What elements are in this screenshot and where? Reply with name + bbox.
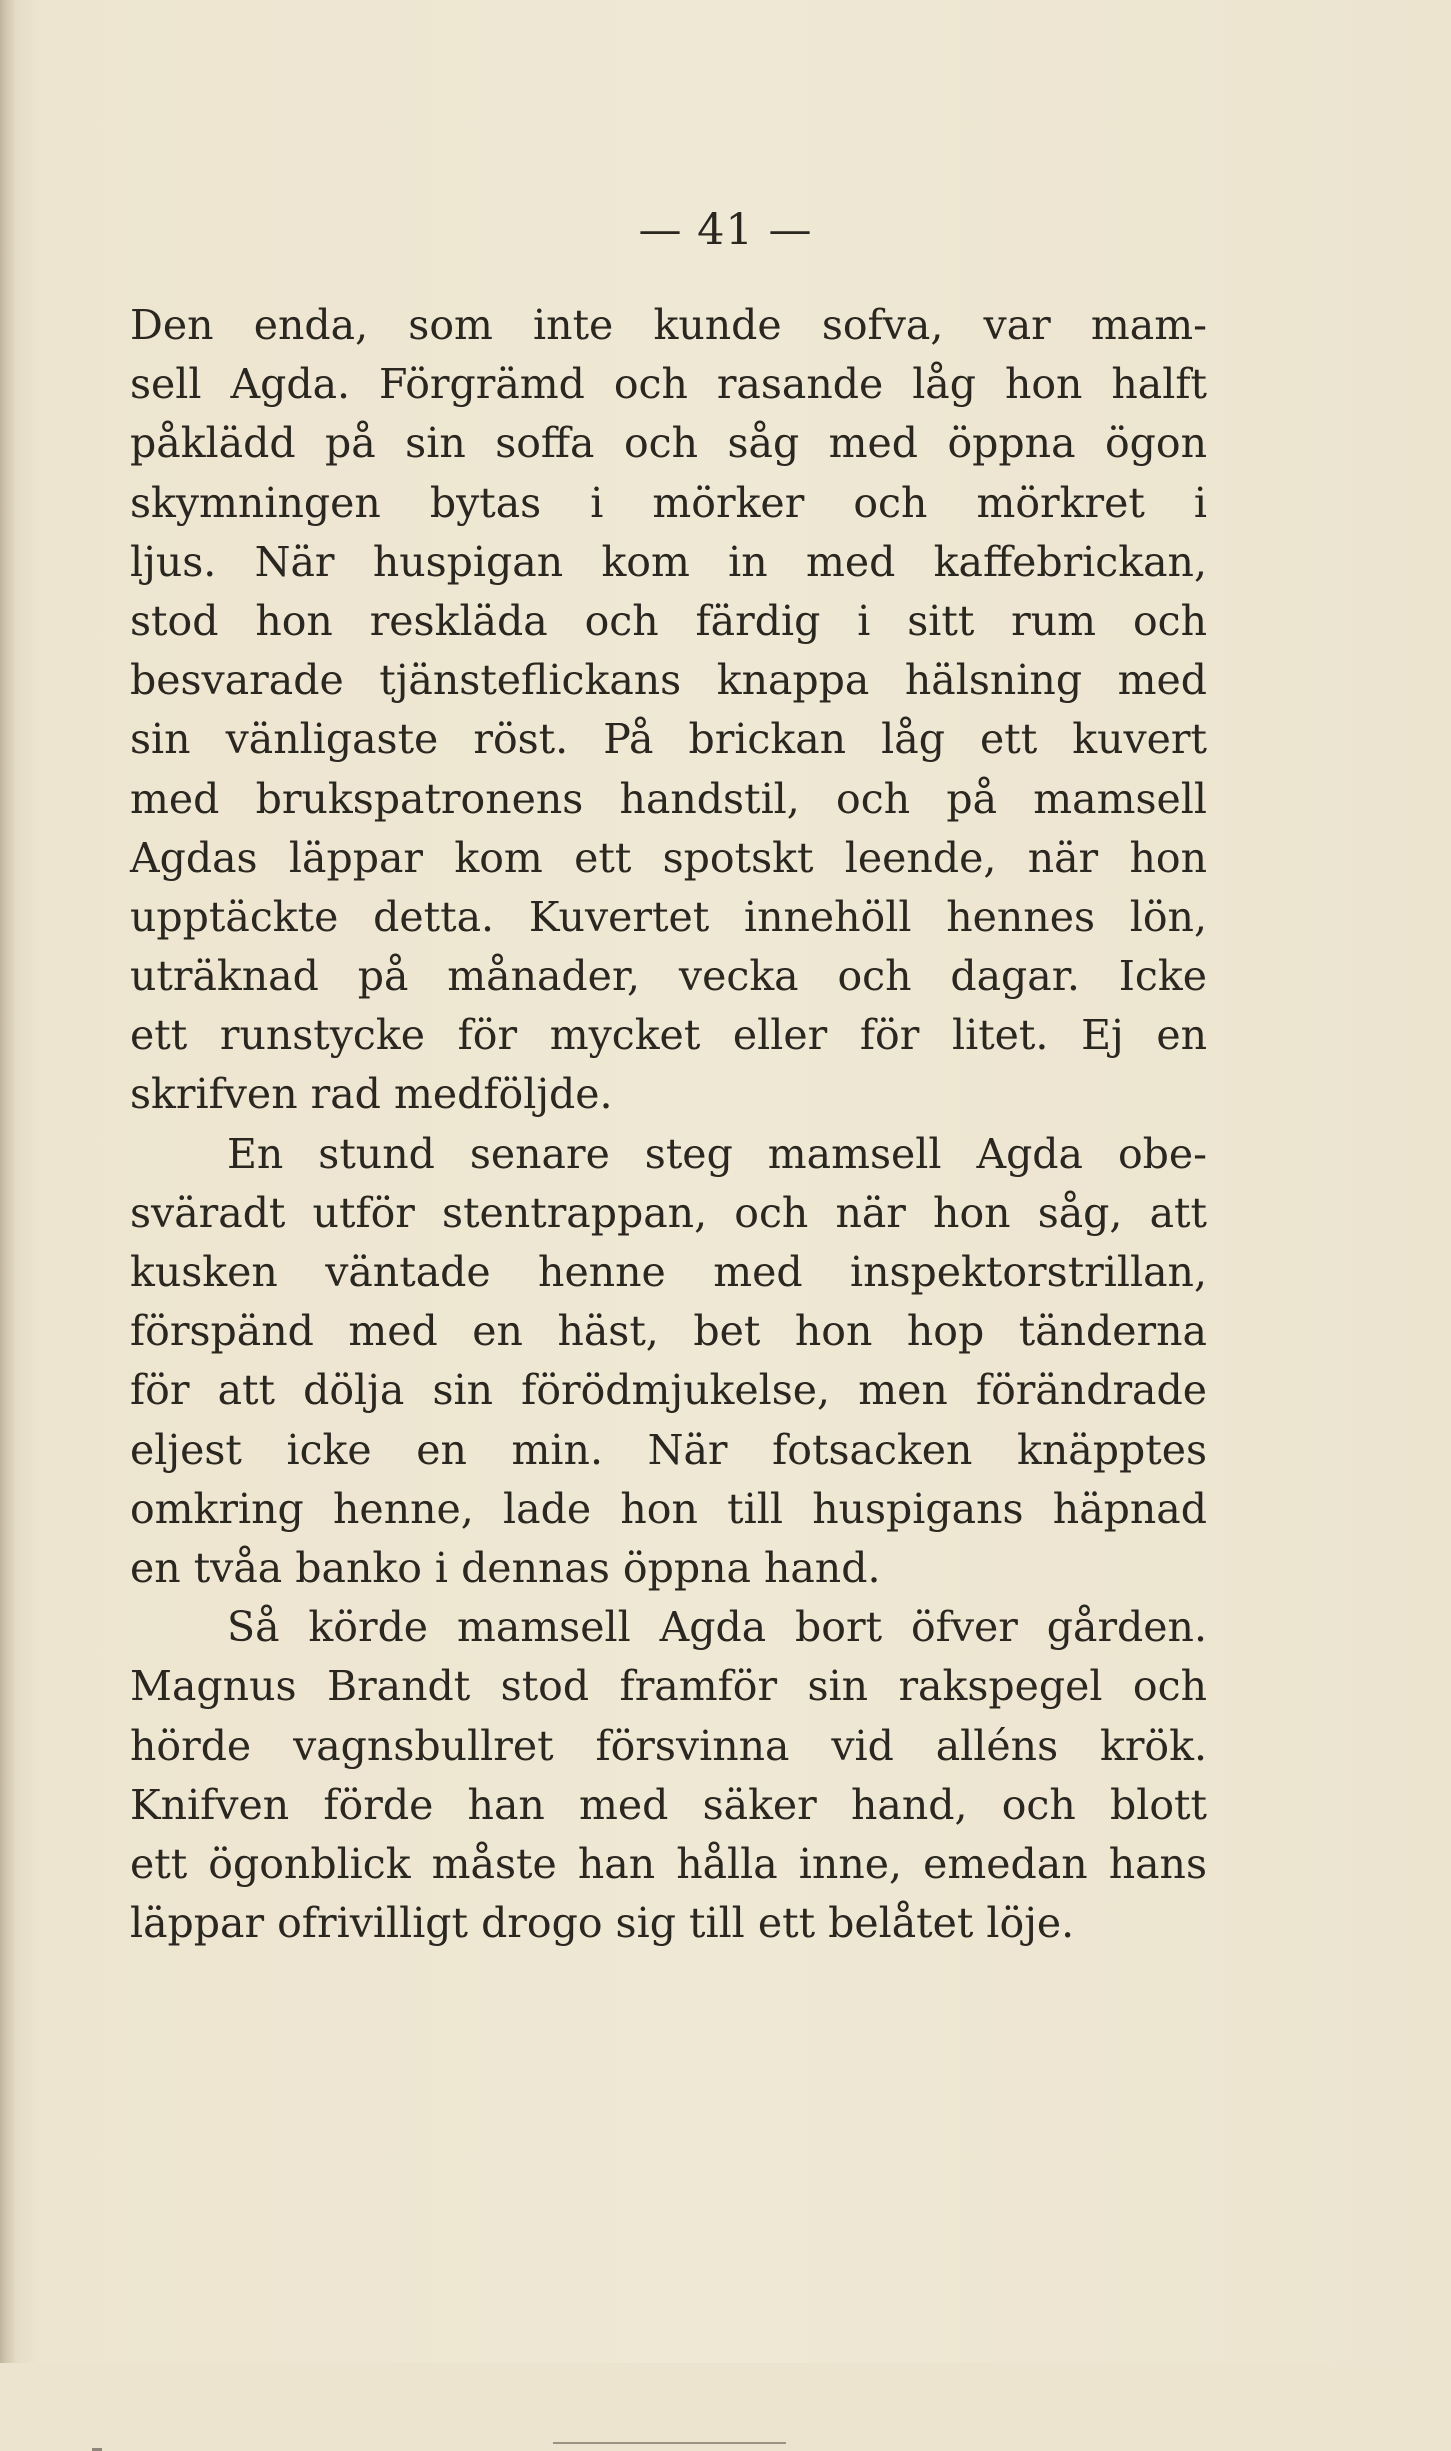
text-line: stod hon reskläda och färdig i sitt rum och <box>130 596 1207 645</box>
text-line: för att dölja sin förödmjukelse, men förändrade <box>130 1366 1207 1415</box>
text-line: upptäckte detta. Kuvertet innehöll hennes lön, <box>130 892 1207 941</box>
body-text <box>130 296 1207 1953</box>
text-line: sin vänligaste röst. På brickan låg ett kuvert <box>130 715 1207 764</box>
text-line: Den enda, som inte kunde sofva, var mam- <box>130 301 1207 349</box>
text-line: ljus. När huspigan kom in med kaffebrickan, <box>130 537 1207 586</box>
text-line: En stund senare steg mamsell Agda obe- <box>227 1129 1207 1178</box>
text-line: Så körde mamsell Agda bort öfver gården. <box>227 1603 1207 1652</box>
binding-edge <box>0 0 14 2363</box>
text-line: eljest icke en min. När fotsacken knäpptes <box>130 1425 1207 1474</box>
text-line: ett runstycke för mycket eller för litet. Ej en <box>130 1011 1207 1060</box>
text-line: uträknad på månader, vecka och dagar. Icke <box>130 952 1207 1001</box>
text-line: påklädd på sin soffa och såg med öppna ögon <box>130 419 1207 468</box>
text-line: Knifven förde han med säker hand, och blott <box>130 1780 1207 1829</box>
footer-rule <box>553 2442 786 2444</box>
text-line: med brukspatronens handstil, och på mamsell <box>130 774 1207 823</box>
text-line: ett ögonblick måste han hålla inne, emedan hans <box>130 1839 1207 1888</box>
text-line: skymningen bytas i mörker och mörkret i <box>130 478 1207 527</box>
text-line: sell Agda. Förgrämd och rasande låg hon halft <box>130 360 1207 409</box>
text-line: Magnus Brandt stod framför sin rakspegel och <box>130 1662 1207 1711</box>
text-line: kusken väntade henne med inspektorstrillan, <box>130 1248 1207 1296</box>
text-line: hörde vagnsbullret försvinna vid alléns krök. <box>130 1721 1207 1770</box>
text-line: läppar ofrivilligt drogo sig till ett belåtet löje. <box>130 1899 1075 1948</box>
text-line: sväradt utför stentrappan, och när hon såg, att <box>130 1188 1207 1237</box>
text-line: besvarade tjänsteflickans knappa hälsning med <box>130 656 1207 705</box>
text-line: en tvåa banko i dennas öppna hand. <box>130 1543 881 1592</box>
text-line: skrifven rad medföljde. <box>130 1070 613 1119</box>
text-line: omkring henne, lade hon till huspigans häpnad <box>130 1484 1207 1533</box>
text-line: Agdas läppar kom ett spotskt leende, när hon <box>130 833 1207 882</box>
text-line: förspänd med en häst, bet hon hop tänderna <box>130 1307 1207 1356</box>
page-number: — 41 — <box>638 205 813 255</box>
